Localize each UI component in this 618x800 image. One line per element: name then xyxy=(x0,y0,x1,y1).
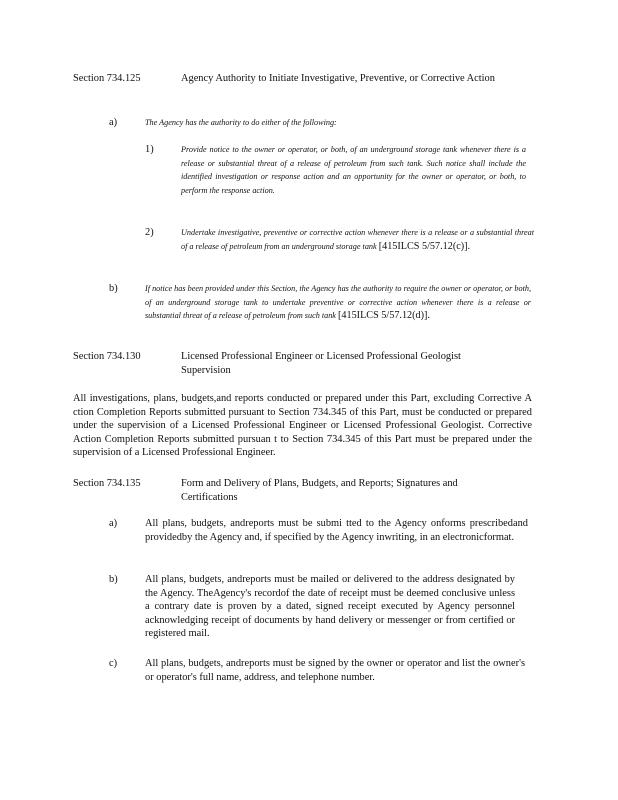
section-734-135-heading xyxy=(73,477,513,505)
section-734-130-body: All investigations, plans, budgets,and reports conducted or prepared under this Part, excluding Corrective A ction Completion Reports submitted pursuant to Section 734.345 of this Part, must be conducted or prepared under the supervision of a Licensed Professional Engineer or Licensed Professional Geologist. Corrective Action Completion Reports submitted pursuan t to Section 734.345 of this Part must be prepared under the supervision of a Licensed Professional Engineer. xyxy=(73,393,532,458)
subsection-marker: b) xyxy=(109,574,118,585)
paragraph-marker: 1) xyxy=(145,144,154,155)
paragraph-marker: 2) xyxy=(145,227,154,238)
paragraph-1-text: Provide notice to the owner or operator, or both, of an underground storage tank whenever there is a release or substantial threat of a release of petroleum from such tank. Such notice shall include the identified investigation or response action and an opportunity for the owner or operator, or both, to perform the response action. xyxy=(181,145,526,195)
subsection-marker: c) xyxy=(109,658,118,669)
subsection-b-text: All plans, budgets, andreports must be mailed or delivered to the address designated by the Agency. TheAgency's recordof the date of receipt must be deemed conclusive unless a contrary date is proven by a dated, signed receipt executed by Agency personnel acknowledging receipt of documents by hand delivery or messenger or from certified or registered mail. xyxy=(145,574,515,639)
subsection-c-text: All plans, budgets, andreports must be signed by the owner or operator and list the owner's or operator's full name, address, and telephone number. xyxy=(145,658,525,683)
paragraph-2-text xyxy=(181,226,534,253)
subsection-marker: a) xyxy=(109,518,118,529)
section-number: Section 734.135 xyxy=(73,478,141,489)
section-number: Section 734.130 xyxy=(73,351,141,362)
section-734-130-heading xyxy=(73,350,513,378)
subsection-a-text: All plans, budgets, andreports must be submi tted to the Agency onforms prescribedand providedby the Agency and, if specified by the Agency inwriting, in an electronicformat. xyxy=(145,518,528,543)
statute-citation: [415ILCS 5/57.12(c)]. xyxy=(378,240,471,252)
subsection-a-text: The Agency has the authority to do either of the following: xyxy=(145,118,337,127)
subsection-b-text xyxy=(145,282,531,323)
statute-citation: [415ILCS 5/57.12(d)]. xyxy=(338,310,430,321)
section-title: Form and Delivery of Plans, Budgets, and Reports; Signatures and Certifications xyxy=(181,478,458,503)
subsection-b-body: If notice has been provided under this Section, the Agency has the authority to require the owner or operator, or both, of an underground storage tank to undertake preventive or corrective action whenever there is a release or substantial threat of a release of petroleum from such tank xyxy=(145,284,531,320)
section-title: Agency Authority to Initiate Investigative, Preventive, or Corrective Action xyxy=(181,73,495,84)
section-title: Licensed Professional Engineer or Licensed Professional Geologist Supervision xyxy=(181,351,461,376)
paragraph-2-body: Undertake investigative, preventive or corrective action whenever there is a release or a substantial threat of a release of petroleum from an underground storage tank xyxy=(181,228,534,251)
subsection-marker: b) xyxy=(109,283,118,294)
section-734-125-heading xyxy=(73,72,513,100)
section-number: Section 734.125 xyxy=(73,73,141,84)
subsection-marker: a) xyxy=(109,117,118,128)
